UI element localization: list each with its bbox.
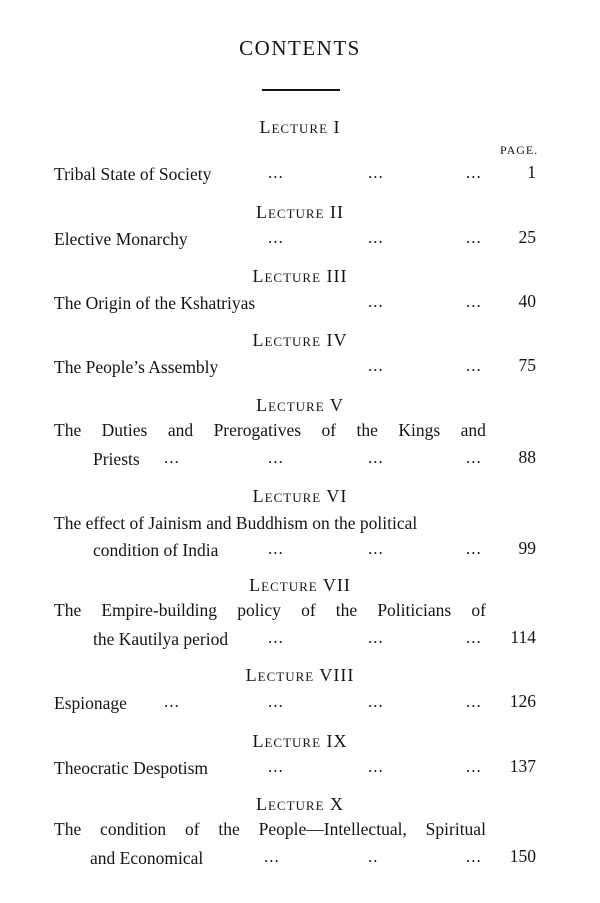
- leader-dots: ..: [368, 847, 379, 866]
- toc-entry-title-10-cont[interactable]: and Economical: [90, 848, 204, 868]
- leader-dots: ...: [466, 692, 482, 711]
- title-word: and: [460, 420, 486, 440]
- title-word: of: [184, 819, 200, 839]
- leader-dots: ...: [164, 448, 180, 467]
- lecture-heading-2: Lecture II: [255, 202, 345, 222]
- page-column-heading: PAGE.: [500, 143, 539, 157]
- leader-dots: ...: [466, 163, 482, 182]
- title-word: Duties: [101, 420, 148, 440]
- title-word: condition: [100, 819, 167, 839]
- toc-entry-page-4[interactable]: 75: [518, 355, 536, 375]
- title-word: Empire-building: [101, 600, 218, 620]
- toc-entry-page-3[interactable]: 40: [518, 291, 536, 311]
- lecture-heading-7: Lecture VII: [249, 575, 351, 595]
- leader-dots: ...: [368, 356, 384, 375]
- leader-dots: ...: [164, 692, 180, 711]
- toc-entry-title-8[interactable]: Espionage: [54, 693, 127, 713]
- leader-dots: ...: [466, 757, 482, 776]
- leader-dots: ...: [466, 228, 482, 247]
- toc-entry-title-4[interactable]: The People’s Assembly: [54, 357, 219, 377]
- toc-entry-page-10[interactable]: 150: [509, 846, 536, 866]
- title-word: policy: [237, 600, 281, 620]
- toc-entry-title-3[interactable]: The Origin of the Kshatriyas: [54, 293, 256, 313]
- leader-dots: ...: [368, 448, 384, 467]
- leader-dots: ...: [466, 292, 482, 311]
- title-word: Prerogatives: [213, 420, 302, 440]
- title-word: People—Intellectual,: [258, 819, 407, 839]
- leader-dots: ...: [466, 847, 482, 866]
- toc-entry-page-2[interactable]: 25: [518, 227, 536, 247]
- toc-entry-page-8[interactable]: 126: [509, 691, 536, 711]
- title-word: the: [356, 420, 378, 440]
- leader-dots: ...: [368, 539, 384, 558]
- leader-dots: ...: [268, 448, 284, 467]
- leader-dots: ...: [268, 757, 284, 776]
- lecture-heading-5: Lecture V: [256, 395, 344, 415]
- leader-dots: ...: [368, 692, 384, 711]
- toc-entry-title-1[interactable]: Tribal State of Society: [54, 164, 212, 184]
- lecture-heading-9: Lecture IX: [252, 731, 348, 751]
- leader-dots: ...: [466, 448, 482, 467]
- lecture-heading-10: Lecture X: [255, 794, 345, 814]
- title-word: of: [301, 600, 316, 620]
- toc-entry-page-5[interactable]: 88: [518, 447, 536, 467]
- leader-dots: ...: [368, 163, 384, 182]
- title-word: the: [335, 600, 358, 620]
- toc-entry-title-7[interactable]: [54, 600, 486, 621]
- toc-entry-title-9[interactable]: Theocratic Despotism: [54, 758, 209, 778]
- title-word: The: [54, 819, 82, 839]
- lecture-heading-3: Lecture III: [252, 266, 348, 286]
- leader-dots: ...: [466, 356, 482, 375]
- toc-entry-title-6-cont[interactable]: condition of India: [93, 540, 219, 560]
- toc-entry-page-6[interactable]: 99: [518, 538, 536, 558]
- leader-dots: ...: [368, 292, 384, 311]
- title-word: The: [54, 420, 82, 440]
- lecture-heading-4: Lecture IV: [252, 330, 348, 350]
- toc-entry-title-7-cont[interactable]: the Kautilya period: [93, 629, 229, 649]
- toc-entry-title-5[interactable]: [54, 420, 486, 441]
- toc-entry-title-2[interactable]: Elective Monarchy: [54, 229, 188, 249]
- title-word: of: [471, 600, 486, 620]
- page-title: CONTENTS: [239, 36, 361, 60]
- leader-dots: ...: [264, 847, 280, 866]
- leader-dots: ...: [268, 228, 284, 247]
- lecture-heading-6: Lecture VI: [252, 486, 348, 506]
- toc-entry-title-5-cont[interactable]: Priests: [93, 449, 140, 469]
- leader-dots: ...: [466, 628, 482, 647]
- leader-dots: ...: [268, 692, 284, 711]
- leader-dots: ...: [268, 628, 284, 647]
- toc-entry-title-10[interactable]: [54, 819, 486, 840]
- title-word: of: [321, 420, 337, 440]
- leader-dots: ...: [268, 539, 284, 558]
- title-word: The: [54, 600, 82, 620]
- lecture-heading-8: Lecture VIII: [245, 665, 355, 685]
- title-word: the: [218, 819, 240, 839]
- title-word: Politicians: [377, 600, 452, 620]
- lecture-heading-1: Lecture I: [259, 117, 341, 137]
- leader-dots: ...: [466, 539, 482, 558]
- leader-dots: ...: [368, 228, 384, 247]
- title-rule: [262, 89, 340, 91]
- toc-entry-title-6[interactable]: The effect of Jainism and Buddhism on the political: [54, 513, 418, 533]
- title-word: Spiritual: [425, 819, 486, 839]
- title-word: and: [167, 420, 194, 440]
- leader-dots: ...: [268, 163, 284, 182]
- toc-entry-page-9[interactable]: 137: [509, 756, 536, 776]
- toc-entry-page-1[interactable]: 1: [527, 162, 536, 182]
- title-word: Kings: [398, 420, 441, 440]
- leader-dots: ...: [368, 757, 384, 776]
- toc-entry-page-7[interactable]: 114: [510, 627, 536, 647]
- leader-dots: ...: [368, 628, 384, 647]
